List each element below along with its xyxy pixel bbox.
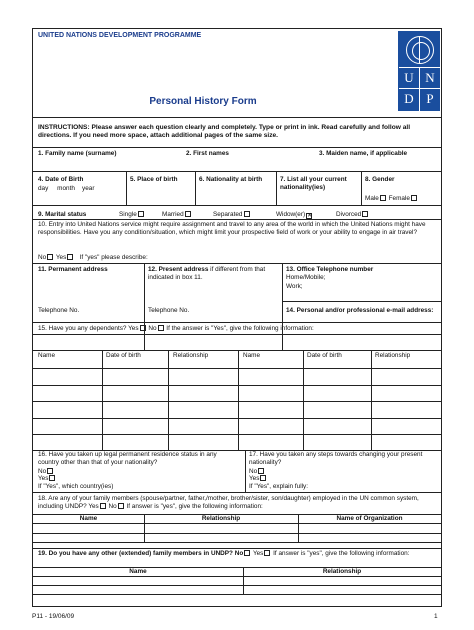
q19-text: 19. Do you have any other (extended) family members in UNDP? No Yes If answer is "yes", give the following information: (38, 550, 410, 557)
q17-yes-checkbox[interactable] (260, 475, 266, 481)
office-tel-label: 13. Office Telephone number (286, 266, 374, 273)
dep-col-relationship-2: Relationship (375, 352, 411, 359)
marital-married-checkbox[interactable] (185, 211, 191, 217)
dob-label: 4. Date of Birth (38, 176, 84, 183)
gender-label: 8. Gender (365, 176, 395, 183)
present-tel-label: Telephone No. (148, 307, 190, 314)
q16-no-checkbox[interactable] (47, 468, 53, 474)
q10-no-checkbox[interactable] (47, 254, 53, 260)
marital-divorced-checkbox[interactable] (362, 211, 368, 217)
q17-explain: If "Yes", explain fully: (249, 483, 309, 490)
q17-text: 17. Have you taken any steps towards changing your present nationality? (249, 451, 423, 466)
logo-letter-n: N (425, 70, 435, 85)
gender-options (365, 195, 418, 203)
dep-col-relationship-1: Relationship (173, 352, 209, 359)
gender-male-label: Male (365, 195, 379, 202)
email-label: 14. Personal and/or professional e-mail address: (286, 307, 434, 314)
marital-widower: Widow(er) ✕ (276, 211, 313, 219)
q17-no-checkbox[interactable] (258, 468, 264, 474)
page-number: 1 (434, 613, 438, 620)
q10-describe: If "yes" please describe: (79, 254, 148, 261)
gender-male-checkbox[interactable] (380, 195, 386, 201)
q18-text: 18. Are any of your family members (spouse/partner, father,/mother, brother/sister, son/daughter) employed in the UN common system, including UNDP? Yes No If answer is "yes", give the following information: (38, 495, 419, 510)
instructions: INSTRUCTIONS: Please answer each question clearly and completely. Type or print in ink. Read carefully and follow all directions. If you need more space, attach additional pages of the same size. (38, 124, 411, 139)
gender-female-checkbox[interactable] (411, 195, 417, 201)
marital-separated-checkbox[interactable] (244, 211, 250, 217)
marital-widower-checkbox[interactable]: ✕ (307, 213, 313, 219)
q10-text: 10. Entry into United Nations service might require assignment and travel to any area of the world in which the United Nations might have responsibilities. Have you any condition/situation, which might limit your prospective field of work or your ability to engage in air travel? (38, 221, 426, 236)
dependents-yes-checkbox[interactable] (140, 325, 146, 331)
home-mobile-label: Home/Mobile; (286, 274, 326, 281)
q17-yes: Yes (249, 475, 267, 483)
permanent-address-label: 11. Permanent address (38, 266, 108, 273)
logo-letter-p: P (426, 91, 434, 106)
marital-single-checkbox[interactable] (138, 211, 144, 217)
q10-answers: No Yes If "yes" please describe: (38, 254, 148, 261)
q18-no-checkbox[interactable] (118, 503, 124, 509)
logo-letter-d: D (404, 91, 414, 106)
permanent-tel-label: Telephone No. (38, 307, 80, 314)
q19-col-relationship: Relationship (322, 568, 362, 575)
family-name-label: 1. Family name (surname) (38, 150, 117, 157)
q18-col-relationship: Relationship (201, 515, 241, 522)
q16-no: No (38, 468, 54, 476)
marital-single: Single (119, 211, 145, 219)
gender-female-label: Female (388, 195, 410, 202)
place-of-birth-label: 5. Place of birth (130, 176, 178, 183)
q19-yes-checkbox[interactable] (264, 550, 270, 556)
dep-col-dob-1: Date of birth (106, 352, 141, 359)
maiden-name-label[interactable]: 3. Maiden name, if applicable (319, 150, 408, 157)
work-tel-label: Work; (286, 283, 303, 290)
q18-yes-checkbox[interactable] (100, 503, 106, 509)
undp-logo (398, 31, 440, 111)
q18-col-organization: Name of Organization (336, 515, 403, 522)
marital-status-label: 9. Marital status (38, 211, 87, 218)
marital-married: Married (162, 211, 192, 219)
un-emblem-icon (406, 36, 434, 64)
form-code: P11 - 19/06/09 (32, 613, 75, 620)
q10-yes-checkbox[interactable] (67, 254, 73, 260)
q16-which: If "Yes", which country(ies) (38, 483, 114, 490)
dependents-question: 15. Have you any dependents? Yes No If the answer is "Yes", give the following information: (38, 325, 314, 332)
first-names-label: 2. First names (186, 150, 229, 157)
marital-divorced: Divorced (336, 211, 369, 219)
present-address-label: 12. Present address if different from that indicated in box 11. (148, 266, 266, 281)
q16-text: 16. Have you taken up legal permanent residence status in any country other than that of your nationality? (38, 451, 217, 466)
marital-separated: Separated (213, 211, 251, 219)
logo-letter-u: U (404, 70, 414, 85)
q16-yes: Yes (38, 475, 56, 483)
dependents-no-checkbox[interactable] (158, 325, 164, 331)
dob-parts: day month year (38, 185, 95, 192)
nationality-birth-label: 6. Nationality at birth (199, 176, 263, 183)
dep-col-name-2: Name (243, 352, 261, 359)
q17-no: No (249, 468, 265, 476)
q16-yes-checkbox[interactable] (49, 475, 55, 481)
form-title: Personal History Form (149, 96, 257, 107)
q19-col-name: Name (129, 568, 147, 575)
q19-no-checkbox[interactable] (244, 550, 250, 556)
current-nationality-label: 7. List all your current nationality(ies) (280, 176, 347, 191)
dep-col-name-1: Name (38, 352, 56, 359)
dep-col-dob-2: Date of birth (307, 352, 342, 359)
form-page (32, 28, 442, 607)
org-name: UNITED NATIONS DEVELOPMENT PROGRAMME (38, 32, 202, 39)
q18-col-name: Name (79, 515, 98, 522)
